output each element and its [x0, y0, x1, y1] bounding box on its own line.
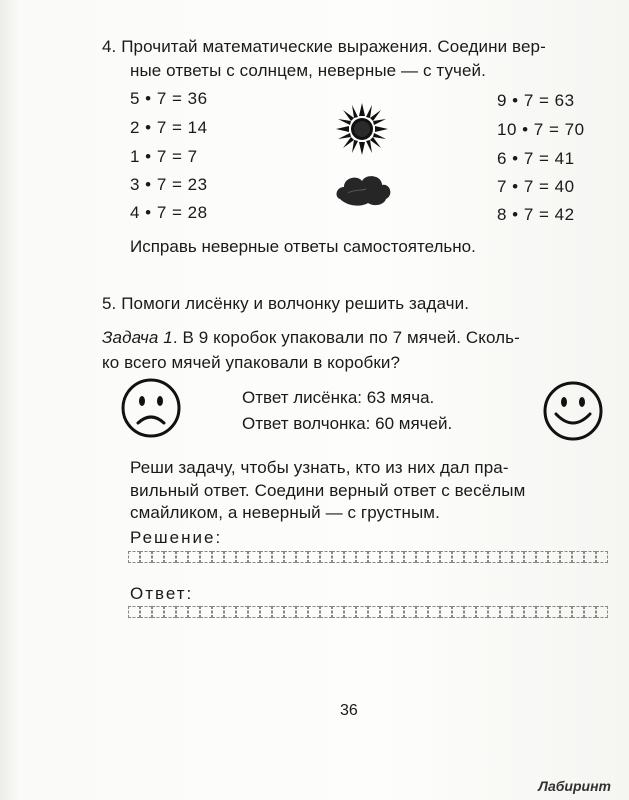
- grid-cell[interactable]: [500, 606, 512, 618]
- grid-cell[interactable]: [344, 551, 356, 563]
- grid-cell[interactable]: [332, 551, 344, 563]
- grid-cell[interactable]: [368, 606, 380, 618]
- task4-title-line1: 4. Прочитай математические выражения. Соедини вер-: [102, 37, 546, 56]
- grid-cell[interactable]: [524, 551, 536, 563]
- grid-cell[interactable]: [224, 606, 236, 618]
- grid-cell[interactable]: [392, 606, 404, 618]
- grid-cell[interactable]: [128, 551, 140, 563]
- grid-cell[interactable]: [296, 551, 308, 563]
- grid-cell[interactable]: [548, 606, 560, 618]
- grid-cell[interactable]: [212, 551, 224, 563]
- answer-grid[interactable]: [128, 606, 608, 620]
- grid-cell[interactable]: [308, 606, 320, 618]
- grid-cell[interactable]: [248, 606, 260, 618]
- grid-cell[interactable]: [200, 551, 212, 563]
- equation-left-1: 5 • 7 = 36: [130, 89, 208, 108]
- grid-cell[interactable]: [548, 551, 560, 563]
- grid-cell[interactable]: [140, 606, 152, 618]
- grid-cell[interactable]: [596, 606, 608, 618]
- grid-cell[interactable]: [416, 606, 428, 618]
- grid-cell[interactable]: [536, 606, 548, 618]
- grid-cell[interactable]: [272, 606, 284, 618]
- grid-cell[interactable]: [524, 606, 536, 618]
- grid-cell[interactable]: [332, 606, 344, 618]
- grid-cell[interactable]: [368, 551, 380, 563]
- grid-cell[interactable]: [560, 606, 572, 618]
- grid-cell[interactable]: [428, 606, 440, 618]
- grid-cell[interactable]: [500, 551, 512, 563]
- grid-cell[interactable]: [320, 551, 332, 563]
- equation-right-2: 10 • 7 = 70: [497, 120, 585, 139]
- grid-cell[interactable]: [584, 551, 596, 563]
- grid-cell[interactable]: [176, 606, 188, 618]
- page-number: 36: [340, 702, 358, 719]
- grid-cell[interactable]: [380, 551, 392, 563]
- grid-cell[interactable]: [248, 551, 260, 563]
- equation-left-2: 2 • 7 = 14: [130, 118, 208, 137]
- solution-label: Решение:: [130, 528, 223, 547]
- problem-text: . В 9 коробок упаковали по 7 мячей. Сколь-: [172, 328, 520, 347]
- equation-right-5: 8 • 7 = 42: [497, 205, 575, 224]
- grid-cell[interactable]: [572, 606, 584, 618]
- grid-cell[interactable]: [488, 606, 500, 618]
- grid-cell[interactable]: [392, 551, 404, 563]
- grid-cell[interactable]: [464, 606, 476, 618]
- grid-cell[interactable]: [416, 551, 428, 563]
- sun-icon: [336, 103, 388, 155]
- grid-cell[interactable]: [356, 551, 368, 563]
- equation-right-4: 7 • 7 = 40: [497, 177, 575, 196]
- grid-cell[interactable]: [260, 606, 272, 618]
- happy-face-icon: [542, 380, 604, 442]
- grid-cell[interactable]: [536, 551, 548, 563]
- answer-label: Ответ:: [130, 584, 194, 603]
- grid-cell[interactable]: [236, 551, 248, 563]
- grid-cell[interactable]: [452, 606, 464, 618]
- grid-cell[interactable]: [440, 606, 452, 618]
- grid-cell[interactable]: [236, 606, 248, 618]
- solution-grid[interactable]: [128, 551, 608, 565]
- grid-cell[interactable]: [128, 606, 140, 618]
- grid-cell[interactable]: [140, 551, 152, 563]
- grid-cell[interactable]: [356, 606, 368, 618]
- grid-cell[interactable]: [152, 551, 164, 563]
- grid-cell[interactable]: [176, 551, 188, 563]
- grid-cell[interactable]: [512, 606, 524, 618]
- grid-cell[interactable]: [320, 606, 332, 618]
- grid-cell[interactable]: [296, 606, 308, 618]
- grid-cell[interactable]: [404, 606, 416, 618]
- grid-cell[interactable]: [164, 551, 176, 563]
- task5-problem-line2: ко всего мячей упаковали в коробки?: [102, 353, 401, 372]
- grid-cell[interactable]: [476, 606, 488, 618]
- watermark-logo: Лабиринт: [538, 778, 611, 794]
- equation-left-4: 3 • 7 = 23: [130, 175, 208, 194]
- grid-cell[interactable]: [284, 551, 296, 563]
- task4-fix-note: Исправь неверные ответы самостоятельно.: [130, 237, 476, 256]
- instruction-line2: вильный ответ. Соедини верный ответ с весёлым: [130, 481, 526, 500]
- grid-cell[interactable]: [584, 606, 596, 618]
- task4-title-line2: ные ответы с солнцем, неверные — с тучей.: [130, 61, 486, 80]
- grid-cell[interactable]: [308, 551, 320, 563]
- grid-cell[interactable]: [164, 606, 176, 618]
- problem-label: Задача 1: [102, 328, 173, 347]
- grid-cell[interactable]: [212, 606, 224, 618]
- grid-cell[interactable]: [476, 551, 488, 563]
- grid-cell[interactable]: [464, 551, 476, 563]
- grid-cell[interactable]: [152, 606, 164, 618]
- grid-cell[interactable]: [260, 551, 272, 563]
- instruction-line3: смайликом, а неверный — с грустным.: [130, 503, 440, 522]
- grid-cell[interactable]: [404, 551, 416, 563]
- grid-cell[interactable]: [188, 551, 200, 563]
- fox-answer: Ответ лисёнка: 63 мяча.: [242, 388, 435, 407]
- grid-cell[interactable]: [224, 551, 236, 563]
- grid-cell[interactable]: [452, 551, 464, 563]
- equation-right-1: 9 • 7 = 63: [497, 91, 575, 110]
- grid-cell[interactable]: [512, 551, 524, 563]
- grid-cell[interactable]: [188, 606, 200, 618]
- grid-cell[interactable]: [440, 551, 452, 563]
- cloud-icon: [334, 169, 394, 209]
- grid-cell[interactable]: [284, 606, 296, 618]
- equation-right-3: 6 • 7 = 41: [497, 149, 575, 168]
- grid-cell[interactable]: [380, 606, 392, 618]
- sad-face-icon: [120, 377, 182, 439]
- wolf-answer: Ответ волчонка: 60 мячей.: [242, 414, 453, 433]
- grid-cell[interactable]: [428, 551, 440, 563]
- grid-cell[interactable]: [572, 551, 584, 563]
- task5-problem-line1: [102, 328, 520, 348]
- equation-left-5: 4 • 7 = 28: [130, 203, 208, 222]
- grid-cell[interactable]: [344, 606, 356, 618]
- equation-left-3: 1 • 7 = 7: [130, 147, 198, 166]
- task5-title: 5. Помоги лисёнку и волчонку решить задачи.: [102, 294, 470, 313]
- grid-cell[interactable]: [200, 606, 212, 618]
- grid-cell[interactable]: [596, 551, 608, 563]
- instruction-line1: Реши задачу, чтобы узнать, кто из них дал пра-: [130, 458, 509, 477]
- grid-cell[interactable]: [488, 551, 500, 563]
- grid-cell[interactable]: [560, 551, 572, 563]
- grid-cell[interactable]: [272, 551, 284, 563]
